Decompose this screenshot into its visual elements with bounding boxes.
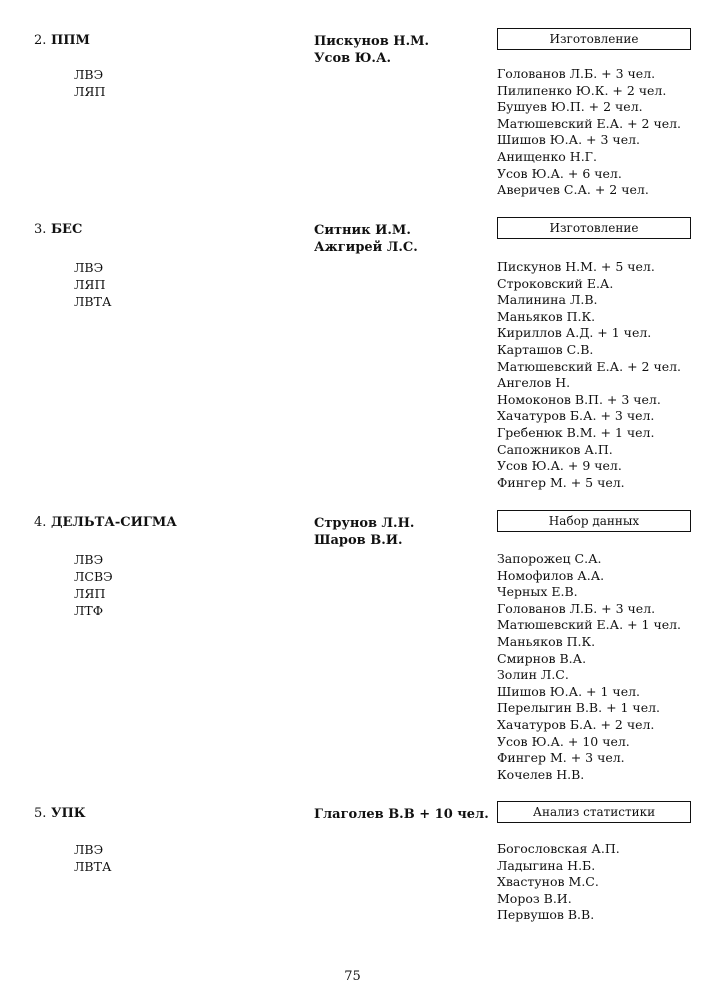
page-number: 75: [344, 969, 361, 984]
section-number: 2.: [34, 33, 47, 48]
lab-item: ЛСВЭ: [74, 569, 113, 584]
lab-item: ЛВЭ: [74, 842, 104, 857]
task-box: Анализ статистики: [497, 801, 691, 823]
lead-name: Ажгирей Л.С.: [314, 240, 418, 255]
participant: Кириллов А.Д. + 1 чел.: [497, 325, 652, 341]
lead-name: Струнов Л.Н.: [314, 516, 415, 531]
participant: Мороз В.И.: [497, 890, 572, 906]
lab-item: ЛВТА: [74, 294, 112, 309]
participant: Золин Л.С.: [497, 667, 569, 683]
lab-list: [74, 66, 105, 100]
section-number: 5.: [34, 806, 47, 821]
participant: Ладыгина Н.Б.: [497, 857, 596, 873]
lead-name: Усов Ю.А.: [314, 51, 392, 66]
lab-item: ЛЯП: [74, 277, 106, 292]
participant: Матюшевский Е.А. + 2 чел.: [497, 115, 682, 131]
participant: Усов Ю.А. + 6 чел.: [497, 165, 622, 181]
participant: Перелыгин В.В. + 1 чел.: [497, 700, 661, 716]
section-heading: [34, 806, 86, 821]
participant: Голованов Л.Б. + 3 чел.: [497, 66, 656, 81]
section-title: ППМ: [50, 33, 90, 48]
participant: Первушов В.В.: [497, 907, 595, 923]
lab-item: ЛТФ: [74, 603, 104, 618]
participant: Маньяков П.К.: [497, 633, 596, 649]
lab-item: ЛЯП: [74, 84, 106, 99]
section-number: 4.: [34, 515, 47, 530]
lead-name: Ситник И.М.: [314, 223, 411, 238]
section-number: 3.: [34, 222, 47, 237]
lab-item: ЛЯП: [74, 586, 106, 601]
participant: Карташов С.В.: [497, 341, 594, 357]
participant: Фингер М. + 5 чел.: [497, 474, 625, 490]
participant: Кочелев Н.В.: [497, 766, 585, 782]
participant-list: [497, 66, 681, 199]
participant: Шишов Ю.А. + 3 чел.: [497, 132, 641, 148]
participant: Гребенюк В.М. + 1 чел.: [497, 424, 655, 440]
participant: Ангелов Н.: [497, 375, 571, 391]
lab-item: ЛВЭ: [74, 552, 104, 567]
task-box: Изготовление: [497, 28, 691, 50]
participant: Сапожников А.П.: [497, 441, 613, 457]
lab-list: [74, 841, 111, 875]
section-heading: [34, 515, 177, 530]
participant: Усов Ю.А. + 9 чел.: [497, 458, 622, 474]
participant: Хачатуров Б.А. + 3 чел.: [497, 408, 655, 424]
participant: Фингер М. + 3 чел.: [497, 750, 625, 766]
lab-item: ЛВТА: [74, 859, 112, 874]
section-heading: [34, 33, 90, 48]
participant: Бушуев Ю.П. + 2 чел.: [497, 99, 643, 115]
participant: Богословская А.П.: [497, 841, 620, 856]
participant-list: [497, 841, 620, 924]
lab-item: ЛВЭ: [74, 67, 104, 82]
section-title: УПК: [50, 806, 86, 821]
participant: Строковский Е.А.: [497, 275, 614, 291]
task-box: Изготовление: [497, 217, 691, 239]
participant: Хачатуров Б.А. + 2 чел.: [497, 716, 655, 732]
participant: Пискунов Н.М. + 5 чел.: [497, 259, 655, 274]
participant-list: [497, 259, 681, 491]
participant: Пилипенко Ю.К. + 2 чел.: [497, 82, 667, 98]
participant: Анищенко Н.Г.: [497, 148, 597, 164]
participant: Номоконов В.П. + 3 чел.: [497, 391, 661, 407]
participant: Матюшевский Е.А. + 2 чел.: [497, 358, 682, 374]
participant: Матюшевский Е.А. + 1 чел.: [497, 617, 682, 633]
participant: Аверичев С.А. + 2 чел.: [497, 182, 649, 198]
lead-name: Шаров В.И.: [314, 533, 403, 548]
lab-item: ЛВЭ: [74, 260, 104, 275]
section-leads: [314, 806, 489, 823]
participant: Хвастунов М.С.: [497, 874, 599, 890]
participant: Запорожец С.А.: [497, 551, 602, 566]
section-leads: [314, 222, 418, 256]
lab-list: [74, 259, 111, 310]
participant: Смирнов В.А.: [497, 650, 587, 666]
lab-list: [74, 551, 113, 619]
participant: Черных Е.В.: [497, 584, 578, 600]
participant: Номофилов А.А.: [497, 567, 605, 583]
lead-name: Глаголев В.В + 10 чел.: [314, 807, 489, 822]
participant: Голованов Л.Б. + 3 чел.: [497, 600, 656, 616]
lead-name: Пискунов Н.М.: [314, 34, 430, 49]
participant: Шишов Ю.А. + 1 чел.: [497, 683, 641, 699]
section-leads: [314, 33, 429, 67]
participant: Усов Ю.А. + 10 чел.: [497, 733, 630, 749]
section-heading: [34, 222, 82, 237]
section-title: БЕС: [50, 222, 83, 237]
participant: Малинина Л.В.: [497, 292, 598, 308]
participant: Маньяков П.К.: [497, 308, 596, 324]
section-title: ДЕЛЬТА-СИГМА: [50, 515, 177, 530]
task-box: Набор данных: [497, 510, 691, 532]
participant-list: [497, 551, 681, 783]
section-leads: [314, 515, 414, 549]
